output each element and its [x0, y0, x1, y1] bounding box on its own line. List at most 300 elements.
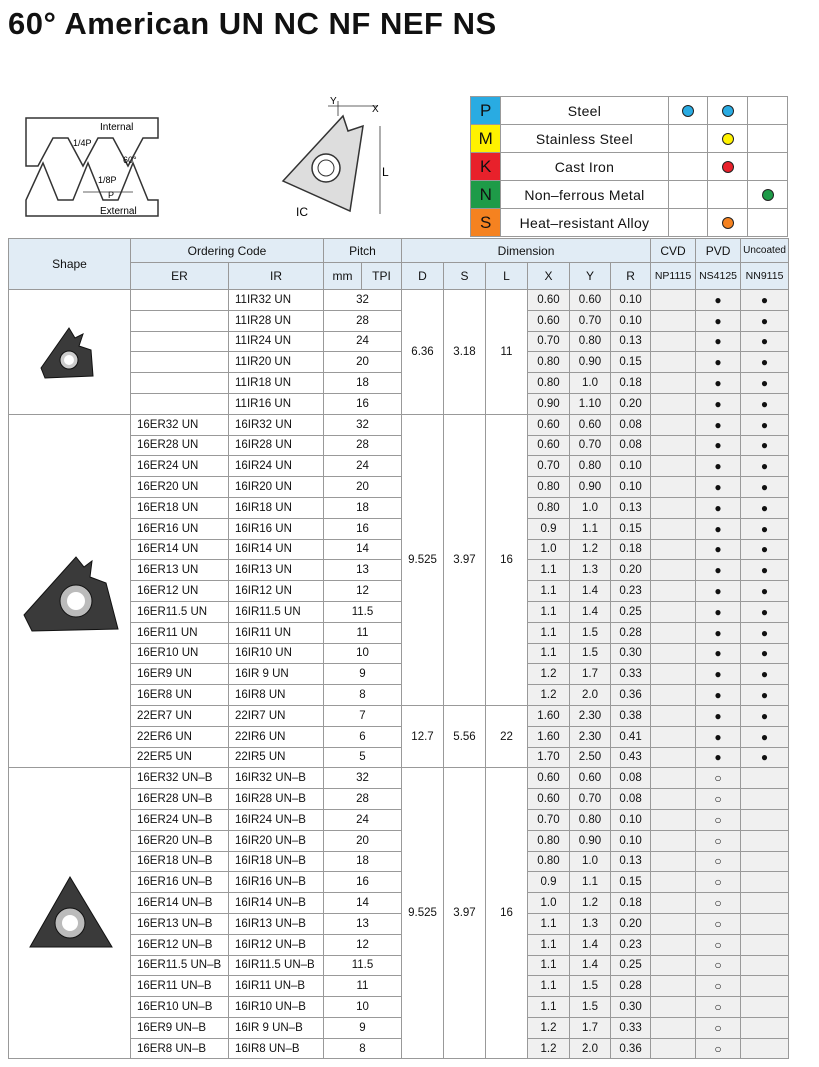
- dim-x: 0.80: [528, 830, 570, 851]
- l-label: L: [382, 165, 389, 179]
- dim-x: 0.70: [528, 331, 570, 352]
- material-grade-cell: [708, 181, 748, 209]
- dim-r: 0.10: [611, 310, 651, 331]
- material-grade-cell: [748, 181, 788, 209]
- ir-code: 16IR32 UN–B: [229, 768, 324, 789]
- external-label: External: [100, 206, 137, 217]
- dim-y: 1.3: [570, 560, 611, 581]
- grade-nn9115: [741, 851, 789, 872]
- material-grade-cell: [668, 153, 708, 181]
- material-row: [471, 125, 788, 153]
- material-row: [471, 153, 788, 181]
- ir-code: 16IR12 UN: [229, 581, 324, 602]
- tpi-value: 13: [324, 913, 402, 934]
- dim-r: 0.13: [611, 497, 651, 518]
- grade-nn9115: ●: [741, 685, 789, 706]
- grade-nn9115: ●: [741, 747, 789, 768]
- header-nn9115: NN9115: [741, 263, 789, 290]
- ir-code: 16IR32 UN: [229, 414, 324, 435]
- er-code: 16ER9 UN–B: [131, 1017, 229, 1038]
- y-label: Y: [330, 96, 337, 107]
- er-code: 16ER12 UN–B: [131, 934, 229, 955]
- table-row: [9, 414, 789, 435]
- grade-ns4125: ●: [696, 622, 741, 643]
- material-dot-icon: [721, 160, 735, 174]
- dim-y: 1.3: [570, 913, 611, 934]
- er-code: [131, 310, 229, 331]
- grade-ns4125: ○: [696, 976, 741, 997]
- grade-nn9115: ●: [741, 373, 789, 394]
- grade-np1115: [651, 456, 696, 477]
- dim-y: 0.70: [570, 435, 611, 456]
- dim-y: 0.90: [570, 830, 611, 851]
- grade-ns4125: ○: [696, 1038, 741, 1059]
- grade-nn9115: [741, 809, 789, 830]
- er-code: 16ER10 UN: [131, 643, 229, 664]
- tpi-value: 28: [324, 789, 402, 810]
- grade-np1115: [651, 934, 696, 955]
- er-code: 16ER18 UN: [131, 497, 229, 518]
- dim-d: 9.525: [402, 414, 444, 705]
- grade-ns4125: ○: [696, 851, 741, 872]
- ir-code: 22IR7 UN: [229, 705, 324, 726]
- material-dot-icon: [721, 104, 735, 118]
- dim-r: 0.30: [611, 643, 651, 664]
- dim-x: 1.1: [528, 997, 570, 1018]
- dim-r: 0.28: [611, 622, 651, 643]
- dim-r: 0.15: [611, 872, 651, 893]
- tpi-value: 20: [324, 352, 402, 373]
- er-code: [131, 373, 229, 394]
- header-mm: mm: [324, 263, 362, 290]
- dim-x: 0.80: [528, 477, 570, 498]
- insert-16-icon: [18, 541, 122, 641]
- x-label: X: [372, 104, 379, 115]
- grade-np1115: [651, 414, 696, 435]
- grade-np1115: [651, 955, 696, 976]
- ir-code: 16IR10 UN–B: [229, 997, 324, 1018]
- dim-x: 0.70: [528, 456, 570, 477]
- dim-r: 0.43: [611, 747, 651, 768]
- header-s: S: [444, 263, 486, 290]
- tpi-value: 10: [324, 997, 402, 1018]
- grade-ns4125: ○: [696, 997, 741, 1018]
- grade-nn9115: ●: [741, 456, 789, 477]
- material-name: Stainless Steel: [501, 125, 668, 153]
- grade-np1115: [651, 497, 696, 518]
- dim-x: 1.0: [528, 539, 570, 560]
- grade-nn9115: ●: [741, 539, 789, 560]
- dim-r: 0.18: [611, 893, 651, 914]
- dim-y: 2.0: [570, 685, 611, 706]
- dim-s: 3.97: [444, 768, 486, 1059]
- dim-y: 1.1: [570, 872, 611, 893]
- dim-r: 0.41: [611, 726, 651, 747]
- grade-np1115: [651, 830, 696, 851]
- grade-np1115: [651, 997, 696, 1018]
- material-row: [471, 97, 788, 125]
- dim-x: 1.2: [528, 664, 570, 685]
- dim-r: 0.08: [611, 789, 651, 810]
- dim-y: 0.70: [570, 310, 611, 331]
- grade-np1115: [651, 331, 696, 352]
- dim-y: 0.70: [570, 789, 611, 810]
- dim-l: 22: [486, 705, 528, 767]
- ir-code: 16IR18 UN: [229, 497, 324, 518]
- tpi-value: 20: [324, 830, 402, 851]
- grade-ns4125: ●: [696, 456, 741, 477]
- tpi-value: 20: [324, 477, 402, 498]
- dim-d: 6.36: [402, 290, 444, 415]
- grade-ns4125: ●: [696, 685, 741, 706]
- grade-nn9115: [741, 913, 789, 934]
- grade-nn9115: [741, 934, 789, 955]
- dim-r: 0.18: [611, 539, 651, 560]
- material-grade-cell: [668, 181, 708, 209]
- grade-ns4125: ○: [696, 934, 741, 955]
- material-legend: [470, 96, 788, 237]
- dim-x: 1.1: [528, 976, 570, 997]
- dim-r: 0.23: [611, 581, 651, 602]
- er-code: [131, 393, 229, 414]
- page-title: 60° American UN NC NF NEF NS: [8, 6, 497, 41]
- tpi-value: 24: [324, 456, 402, 477]
- ir-code: 16IR8 UN–B: [229, 1038, 324, 1059]
- tpi-value: 18: [324, 497, 402, 518]
- ir-code: 16IR20 UN–B: [229, 830, 324, 851]
- material-row: [471, 209, 788, 237]
- tpi-value: 6: [324, 726, 402, 747]
- dim-y: 1.4: [570, 581, 611, 602]
- grade-ns4125: ●: [696, 601, 741, 622]
- er-code: 16ER28 UN–B: [131, 789, 229, 810]
- dim-y: 1.7: [570, 1017, 611, 1038]
- tpi-value: 11.5: [324, 601, 402, 622]
- grade-ns4125: ●: [696, 393, 741, 414]
- header-dimension: Dimension: [402, 239, 651, 263]
- grade-ns4125: ●: [696, 726, 741, 747]
- dim-s: 5.56: [444, 705, 486, 767]
- grade-ns4125: ●: [696, 497, 741, 518]
- dim-r: 0.10: [611, 290, 651, 311]
- dim-y: 1.0: [570, 373, 611, 394]
- dim-r: 0.25: [611, 955, 651, 976]
- ir-code: 16IR10 UN: [229, 643, 324, 664]
- grade-np1115: [651, 705, 696, 726]
- header-r: R: [611, 263, 651, 290]
- ir-code: 16IR11.5 UN–B: [229, 955, 324, 976]
- tpi-value: 12: [324, 934, 402, 955]
- er-code: 16ER11 UN: [131, 622, 229, 643]
- dim-r: 0.08: [611, 435, 651, 456]
- dim-y: 0.60: [570, 768, 611, 789]
- grade-nn9115: [741, 872, 789, 893]
- angle-label: 60°: [123, 155, 137, 165]
- dim-x: 1.60: [528, 726, 570, 747]
- grade-ns4125: ●: [696, 310, 741, 331]
- er-code: 16ER8 UN: [131, 685, 229, 706]
- grade-ns4125: ○: [696, 789, 741, 810]
- grade-nn9115: [741, 976, 789, 997]
- dim-x: 1.1: [528, 581, 570, 602]
- dim-r: 0.08: [611, 768, 651, 789]
- grade-nn9115: [741, 830, 789, 851]
- dim-r: 0.25: [611, 601, 651, 622]
- dim-r: 0.13: [611, 851, 651, 872]
- grade-ns4125: ●: [696, 331, 741, 352]
- grade-nn9115: ●: [741, 601, 789, 622]
- material-code: K: [471, 153, 501, 181]
- ir-code: 11IR18 UN: [229, 373, 324, 394]
- tpi-value: 16: [324, 393, 402, 414]
- er-code: 16ER20 UN: [131, 477, 229, 498]
- material-grade-cell: [668, 209, 708, 237]
- grade-nn9115: ●: [741, 560, 789, 581]
- material-grade-cell: [708, 209, 748, 237]
- grade-np1115: [651, 747, 696, 768]
- tpi-value: 7: [324, 705, 402, 726]
- quarter-pitch-label: 1/4P: [73, 138, 92, 148]
- ir-code: 16IR13 UN–B: [229, 913, 324, 934]
- dim-r: 0.30: [611, 997, 651, 1018]
- tpi-value: 16: [324, 872, 402, 893]
- dim-y: 1.1: [570, 518, 611, 539]
- er-code: 16ER28 UN: [131, 435, 229, 456]
- dim-r: 0.10: [611, 456, 651, 477]
- dim-x: 0.60: [528, 768, 570, 789]
- ir-code: 16IR20 UN: [229, 477, 324, 498]
- material-dot-icon: [681, 104, 695, 118]
- material-row: [471, 181, 788, 209]
- ir-code: 11IR32 UN: [229, 290, 324, 311]
- grade-ns4125: ●: [696, 664, 741, 685]
- grade-nn9115: ●: [741, 414, 789, 435]
- dim-x: 1.1: [528, 913, 570, 934]
- ir-code: 16IR11 UN: [229, 622, 324, 643]
- grade-np1115: [651, 435, 696, 456]
- dim-y: 1.5: [570, 643, 611, 664]
- dim-y: 0.90: [570, 477, 611, 498]
- ir-code: 16IR18 UN–B: [229, 851, 324, 872]
- grade-np1115: [651, 290, 696, 311]
- dim-x: 0.60: [528, 310, 570, 331]
- tpi-value: 9: [324, 1017, 402, 1038]
- material-grade-cell: [668, 125, 708, 153]
- dim-x: 0.9: [528, 872, 570, 893]
- material-dot-icon: [761, 188, 775, 202]
- dim-x: 0.90: [528, 393, 570, 414]
- dim-r: 0.20: [611, 560, 651, 581]
- header-y: Y: [570, 263, 611, 290]
- tpi-value: 14: [324, 893, 402, 914]
- dim-d: 12.7: [402, 705, 444, 767]
- dim-x: 1.0: [528, 893, 570, 914]
- dim-y: 0.60: [570, 290, 611, 311]
- grade-ns4125: ○: [696, 809, 741, 830]
- grade-nn9115: ●: [741, 705, 789, 726]
- grade-ns4125: ●: [696, 560, 741, 581]
- dim-y: 2.30: [570, 705, 611, 726]
- grade-nn9115: [741, 1038, 789, 1059]
- material-dot-icon: [721, 216, 735, 230]
- dim-x: 0.60: [528, 290, 570, 311]
- dim-x: 1.1: [528, 934, 570, 955]
- grade-nn9115: [741, 893, 789, 914]
- ir-code: 11IR20 UN: [229, 352, 324, 373]
- dim-r: 0.15: [611, 518, 651, 539]
- er-code: 16ER16 UN: [131, 518, 229, 539]
- ir-code: 16IR24 UN: [229, 456, 324, 477]
- tpi-value: 11: [324, 976, 402, 997]
- er-code: 16ER24 UN: [131, 456, 229, 477]
- grade-ns4125: ●: [696, 290, 741, 311]
- dim-x: 0.80: [528, 352, 570, 373]
- dim-r: 0.20: [611, 913, 651, 934]
- dim-y: 1.4: [570, 934, 611, 955]
- grade-nn9115: [741, 955, 789, 976]
- shape-cell: [9, 768, 131, 1059]
- dim-r: 0.38: [611, 705, 651, 726]
- er-code: 16ER8 UN–B: [131, 1038, 229, 1059]
- tpi-value: 24: [324, 809, 402, 830]
- material-code: P: [471, 97, 501, 125]
- shape-cell: [9, 290, 131, 415]
- eighth-pitch-label: 1/8P: [98, 175, 117, 185]
- material-grade-cell: [708, 153, 748, 181]
- grade-ns4125: ○: [696, 955, 741, 976]
- grade-nn9115: ●: [741, 352, 789, 373]
- dim-x: 1.2: [528, 1017, 570, 1038]
- dim-r: 0.36: [611, 685, 651, 706]
- grade-ns4125: ●: [696, 581, 741, 602]
- grade-np1115: [651, 1017, 696, 1038]
- dim-d: 9.525: [402, 768, 444, 1059]
- grade-np1115: [651, 913, 696, 934]
- dim-s: 3.18: [444, 290, 486, 415]
- tpi-value: 10: [324, 643, 402, 664]
- table-row: [9, 290, 789, 311]
- grade-np1115: [651, 560, 696, 581]
- table-row: [9, 768, 789, 789]
- grade-ns4125: ○: [696, 830, 741, 851]
- material-grade-cell: [748, 153, 788, 181]
- grade-nn9115: ●: [741, 622, 789, 643]
- dim-r: 0.33: [611, 664, 651, 685]
- grade-np1115: [651, 976, 696, 997]
- material-grade-cell: [708, 125, 748, 153]
- insert-11-icon: [35, 320, 105, 384]
- material-name: Cast Iron: [501, 153, 668, 181]
- grade-ns4125: ●: [696, 643, 741, 664]
- tpi-value: 28: [324, 435, 402, 456]
- header-er: ER: [131, 263, 229, 290]
- grade-np1115: [651, 373, 696, 394]
- ic-label: IC: [296, 205, 308, 219]
- grade-ns4125: ○: [696, 913, 741, 934]
- dim-y: 1.4: [570, 601, 611, 622]
- tpi-value: 8: [324, 685, 402, 706]
- material-code: S: [471, 209, 501, 237]
- er-code: 22ER6 UN: [131, 726, 229, 747]
- er-code: 16ER32 UN–B: [131, 768, 229, 789]
- dim-y: 1.10: [570, 393, 611, 414]
- er-code: [131, 331, 229, 352]
- dim-y: 1.4: [570, 955, 611, 976]
- insert-dimension-diagram: [268, 96, 398, 226]
- material-name: Heat–resistant Alloy: [501, 209, 668, 237]
- insert-16b-icon: [20, 863, 120, 963]
- dim-r: 0.20: [611, 393, 651, 414]
- grade-np1115: [651, 893, 696, 914]
- grade-np1115: [651, 1038, 696, 1059]
- dim-y: 1.5: [570, 622, 611, 643]
- grade-np1115: [651, 601, 696, 622]
- ir-code: 16IR16 UN: [229, 518, 324, 539]
- grade-ns4125: ●: [696, 477, 741, 498]
- grade-np1115: [651, 726, 696, 747]
- dim-y: 0.60: [570, 414, 611, 435]
- dim-s: 3.97: [444, 414, 486, 705]
- dim-r: 0.23: [611, 934, 651, 955]
- ir-code: 16IR8 UN: [229, 685, 324, 706]
- dim-y: 2.30: [570, 726, 611, 747]
- header-np1115: NP1115: [651, 263, 696, 290]
- dim-x: 0.80: [528, 851, 570, 872]
- dim-y: 1.7: [570, 664, 611, 685]
- grade-ns4125: ●: [696, 352, 741, 373]
- dim-x: 1.60: [528, 705, 570, 726]
- grade-np1115: [651, 768, 696, 789]
- grade-nn9115: ●: [741, 726, 789, 747]
- dim-y: 0.90: [570, 352, 611, 373]
- header-cvd: CVD: [651, 239, 696, 263]
- dim-r: 0.33: [611, 1017, 651, 1038]
- tpi-value: 18: [324, 373, 402, 394]
- dim-r: 0.28: [611, 976, 651, 997]
- dim-l: 16: [486, 414, 528, 705]
- grade-nn9115: ●: [741, 477, 789, 498]
- dim-r: 0.08: [611, 414, 651, 435]
- grade-np1115: [651, 581, 696, 602]
- header-tpi: TPI: [362, 263, 402, 290]
- er-code: 16ER11.5 UN–B: [131, 955, 229, 976]
- tpi-value: 16: [324, 518, 402, 539]
- grade-np1115: [651, 789, 696, 810]
- grade-nn9115: ●: [741, 643, 789, 664]
- dim-x: 0.70: [528, 809, 570, 830]
- grade-nn9115: [741, 1017, 789, 1038]
- dim-x: 1.2: [528, 1038, 570, 1059]
- grade-ns4125: ○: [696, 1017, 741, 1038]
- grade-nn9115: ●: [741, 310, 789, 331]
- grade-nn9115: ●: [741, 435, 789, 456]
- grade-np1115: [651, 352, 696, 373]
- ir-code: 16IR 9 UN–B: [229, 1017, 324, 1038]
- dim-y: 1.0: [570, 497, 611, 518]
- er-code: 16ER14 UN: [131, 539, 229, 560]
- material-name: Non–ferrous Metal: [501, 181, 668, 209]
- er-code: 16ER13 UN: [131, 560, 229, 581]
- material-dot-icon: [721, 132, 735, 146]
- grade-ns4125: ●: [696, 414, 741, 435]
- ir-code: 16IR13 UN: [229, 560, 324, 581]
- dim-r: 0.36: [611, 1038, 651, 1059]
- grade-np1115: [651, 393, 696, 414]
- dim-l: 11: [486, 290, 528, 415]
- er-code: 22ER5 UN: [131, 747, 229, 768]
- ir-code: 16IR16 UN–B: [229, 872, 324, 893]
- tpi-value: 18: [324, 851, 402, 872]
